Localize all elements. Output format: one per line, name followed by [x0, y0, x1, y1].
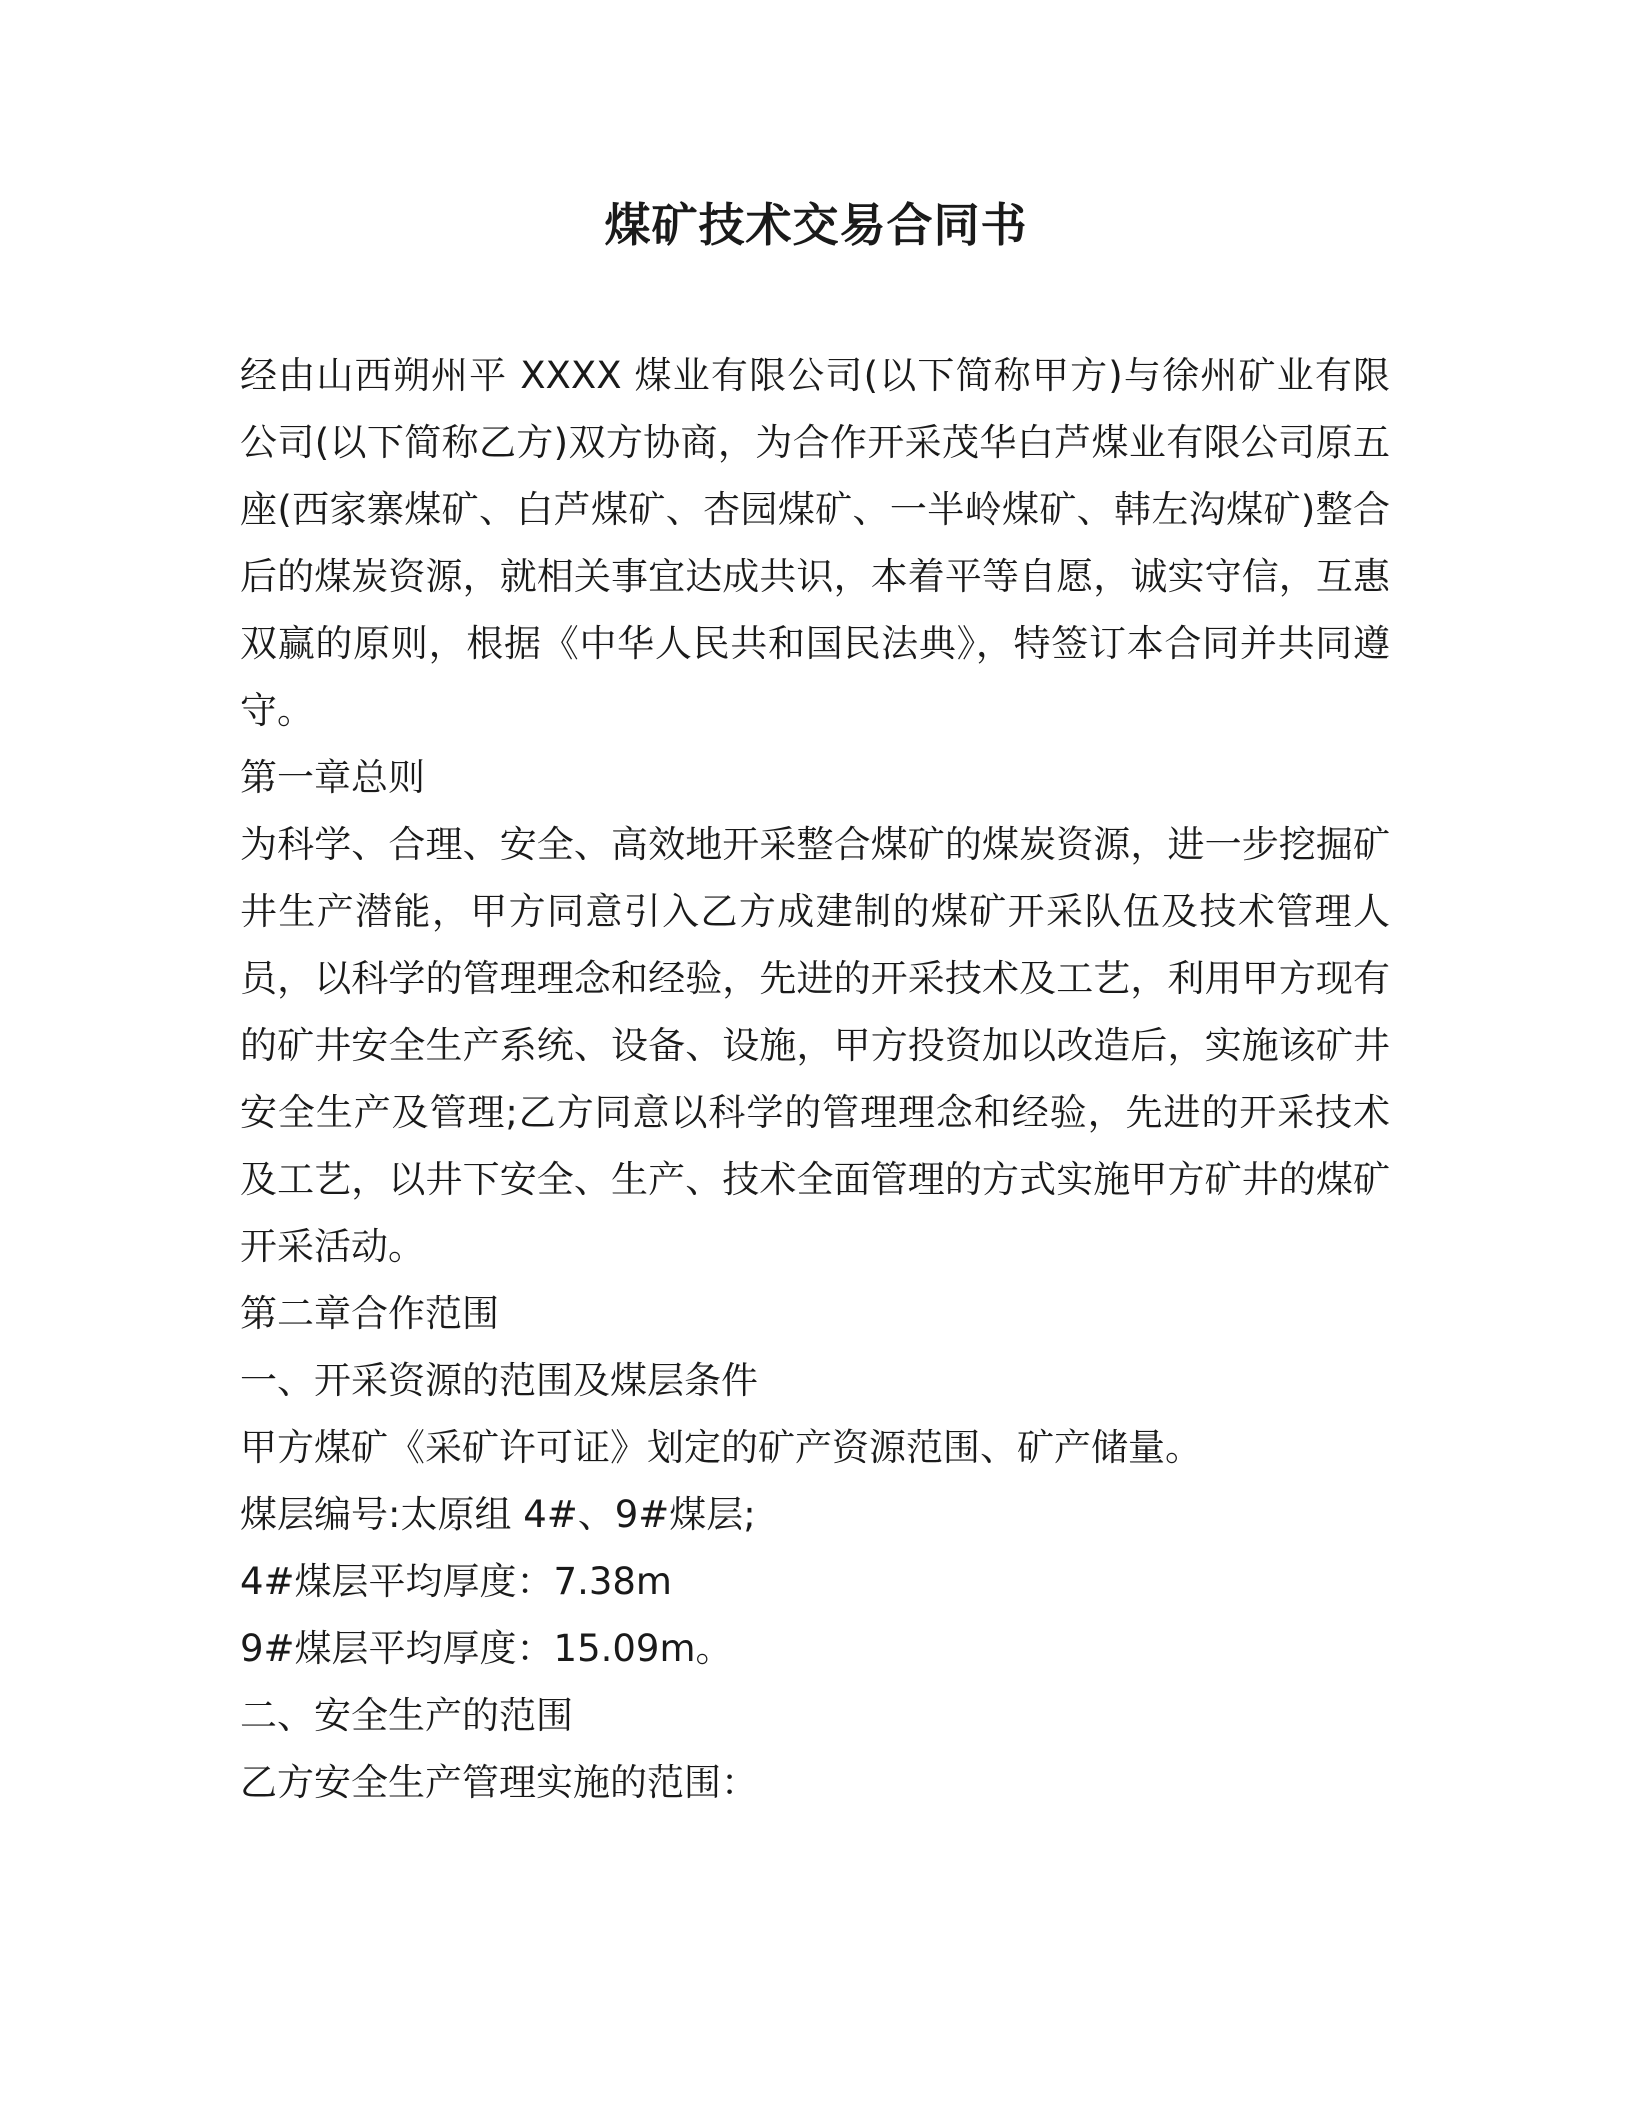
- document-title: 煤矿技术交易合同书: [604, 198, 1028, 252]
- section-2-text: 乙方安全生产管理实施的范围：: [240, 1761, 758, 1804]
- document-body: [240, 342, 1390, 1816]
- seam-9-thickness: 9#煤层平均厚度：15.09m。: [240, 1627, 733, 1670]
- section-2-heading: 二、安全生产的范围: [240, 1694, 573, 1737]
- seam-4-thickness: 4#煤层平均厚度：7.38m: [240, 1560, 672, 1603]
- intro-paragraph: 经由山西朔州平 XXXX 煤业有限公司(以下简称甲方)与徐州矿业有限公司(以下简称乙方)双方协商，为合作开采茂华白芦煤业有限公司原五座(西家寨煤矿、白芦煤矿、杏园煤矿、一半岭煤矿、韩左沟煤矿)整合后的煤炭资源，就相关事宜达成共识，本着平等自愿，诚实守信，互惠双赢的原则，根据《中华人民共和国民法典》，特签订本合同并共同遵守。: [240, 354, 1390, 732]
- section-1-text: 甲方煤矿《采矿许可证》划定的矿产资源范围、矿产储量。: [240, 1426, 1202, 1469]
- section-1-heading: 一、开采资源的范围及煤层条件: [240, 1359, 758, 1402]
- coal-seam-number: 煤层编号:太原组 4#、9#煤层;: [240, 1493, 756, 1536]
- chapter-1-heading: 第一章总则: [240, 756, 425, 799]
- chapter-2-heading: 第二章合作范围: [240, 1292, 499, 1335]
- chapter-1-paragraph: 为科学、合理、安全、高效地开采整合煤矿的煤炭资源，进一步挖掘矿井生产潜能，甲方同意引入乙方成建制的煤矿开采队伍及技术管理人员，以科学的管理理念和经验，先进的开采技术及工艺，利用甲方现有的矿井安全生产系统、设备、设施，甲方投资加以改造后，实施该矿井安全生产及管理;乙方同意以科学的管理理念和经验，先进的开采技术及工艺，以井下安全、生产、技术全面管理的方式实施甲方矿井的煤矿开采活动。: [240, 823, 1390, 1268]
